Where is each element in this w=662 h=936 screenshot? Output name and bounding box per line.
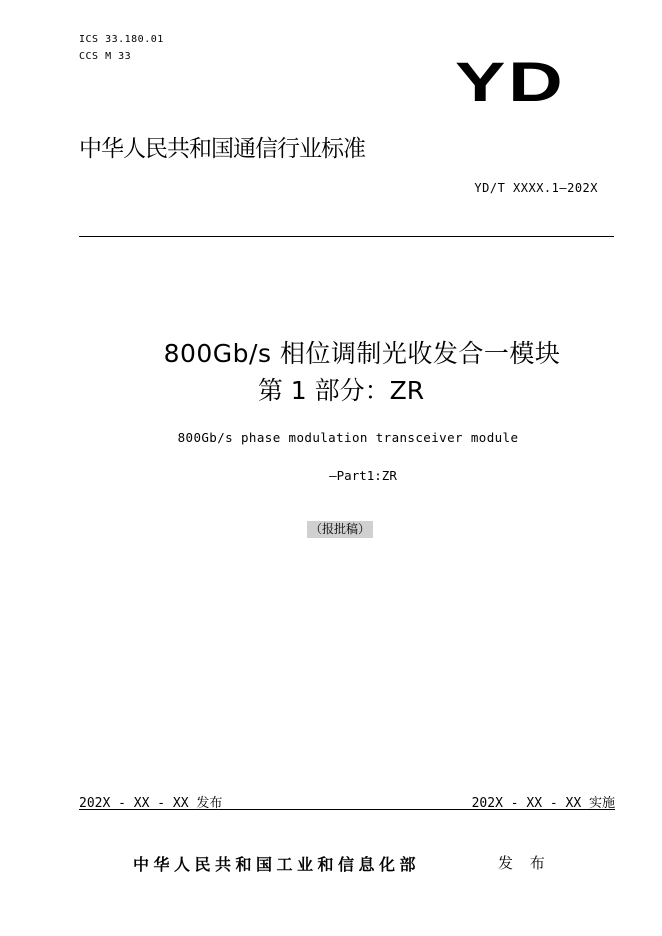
issuing-ministry: 中华人民共和国工业和信息化部 [133,855,421,874]
footer-divider [79,809,615,810]
implementation-date: 202X - XX - XX 实施 [471,796,615,811]
draft-status-badge: （报批稿） [307,521,373,538]
document-title-line-1 [0,334,662,370]
standard-number: YD/T XXXX.1—202X [474,181,598,195]
english-title-text-2: —Part1:ZR [329,468,397,483]
document-title-text-1: 800Gb/s 相位调制光收发合一模块 [163,339,561,368]
standard-organization-title: 中华人民共和国通信行业标准 [79,136,365,162]
english-title-line-2 [0,468,662,483]
document-title-line-2 [0,371,662,407]
ics-code: ICS 33.180.01 [79,34,164,45]
publish-date: 202X - XX - XX 发布 [79,796,223,811]
yd-logo: YD [455,50,566,113]
publish-label: 发 布 [498,854,551,872]
header-divider [79,236,614,237]
document-title-text-2: 第 1 部分：ZR [257,376,425,405]
english-title-text-1: 800Gb/s phase modulation transceiver module [177,430,519,445]
ccs-code: CCS M 33 [79,51,132,62]
english-title-line-1 [0,430,662,445]
